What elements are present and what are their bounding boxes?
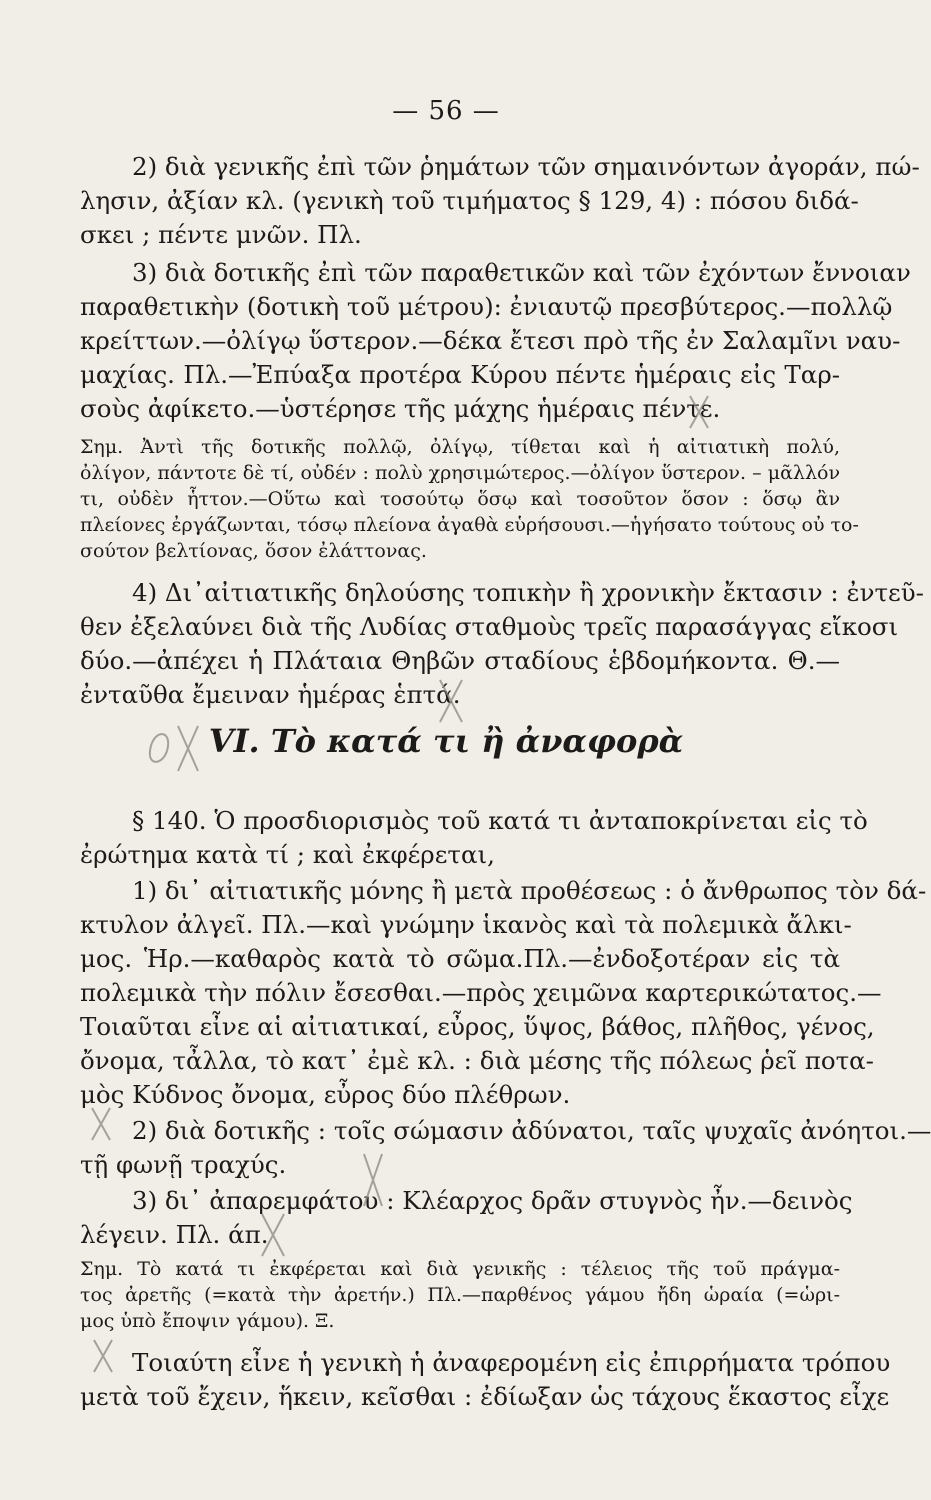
- text-line: τῇ φωνῇ τραχύς.: [80, 1150, 287, 1179]
- text-line: ἐρώτημα κατὰ τί ; καὶ ἐκφέρεται,: [80, 840, 495, 869]
- page-number: — 56 —: [392, 96, 500, 126]
- text-line: Τοιαῦται εἶνε αἱ αἰτιατικαί, εὖρος, ὕψος, βάθος, πλῆθος, γένος,: [80, 1012, 875, 1041]
- pencil-mark-icon: [90, 1336, 116, 1376]
- text-line: μος. Ἡρ.—καθαρὸς κατὰ τὸ σῶμα.Πλ.—ἐνδοξοτέραν εἰς τὰ: [80, 944, 840, 973]
- note-line: σούτον βελτίονας, ὅσον ἐλάττονας.: [80, 540, 427, 562]
- text-line: παραθετικὴν (δοτικὴ τοῦ μέτρου): ἐνιαυτῷ πρεσβύτερος.—πολλῷ: [80, 292, 893, 321]
- pencil-mark-icon: [88, 1104, 114, 1144]
- pencil-mark-icon: [686, 392, 712, 432]
- pencil-mark-icon: [140, 716, 210, 776]
- note-line: πλείονες ἐργάζωνται, τόσῳ πλείονα ἀγαθὰ εὑρήσουσι.—ἡγήσατο τούτους οὐ το-: [80, 514, 859, 536]
- text-line: 1) δι᾽ αἰτιατικῆς μόνης ἢ μετὰ προθέσεως : ὁ ἄνθρωπος τὸν δά-: [132, 876, 927, 905]
- text-line: πολεμικὰ τὴν πόλιν ἔσεσθαι.—πρὸς χειμῶνα καρτερικώτατος.—: [80, 978, 882, 1007]
- text-line: 2) διὰ δοτικῆς : τοῖς σώμασιν ἀδύνατοι, ταῖς ψυχαῖς ἀνόητοι.—: [132, 1116, 931, 1145]
- note-line: τος ἀρετῆς (=κατὰ τὴν ἀρετήν.) Πλ.—παρθένος γάμου ἤδη ὡραία (=ὡρι-: [80, 1284, 840, 1306]
- text-line: μὸς Κύδνος ὄνομα, εὖρος δύο πλέθρων.: [80, 1080, 571, 1109]
- text-line: μετὰ τοῦ ἔχειν, ἥκειν, κεῖσθαι : ἐδίωξαν ὡς τάχους ἕκαστος εἶχε: [80, 1382, 890, 1411]
- text-line: 3) διὰ δοτικῆς ἐπὶ τῶν παραθετικῶν καὶ τῶν ἐχόντων ἔννοιαν: [132, 258, 911, 287]
- text-line: θεν ἐξελαύνει διὰ τῆς Λυδίας σταθμοὺς τρεῖς παρασάγγας εἴκοσι: [80, 612, 899, 641]
- text-line: λησιν, ἀξίαν κλ. (γενικὴ τοῦ τιμήματος § 129, 4) : πόσου διδά-: [80, 186, 859, 215]
- note-line: Σημ. Ἀντὶ τῆς δοτικῆς πολλῷ, ὀλίγῳ, τίθεται καὶ ἡ αἰτιατικὴ πολύ,: [80, 436, 840, 458]
- text-line: κτυλον ἀλγεῖ. Πλ.—καὶ γνώμην ἱκανὸς καὶ τὰ πολεμικὰ ἄλκι-: [80, 910, 852, 939]
- text-line: κρείττων.—ὀλίγῳ ὕστερον.—δέκα ἔτεσι πρὸ τῆς ἐν Σαλαμῖνι ναυ-: [80, 326, 901, 355]
- text-line: σοὺς ἀφίκετο.—ὑστέρησε τῆς μάχης ἡμέραις πέντε.: [80, 394, 721, 423]
- note-line: τι, οὐδὲν ἧττον.—Οὕτω καὶ τοσούτῳ ὅσῳ καὶ τοσοῦτον ὅσον : ὅσῳ ἂν: [80, 488, 840, 510]
- text-line: Τοιαύτη εἶνε ἡ γενικὴ ἡ ἀναφερομένη εἰς ἐπιρρήματα τρόπου: [132, 1348, 891, 1377]
- text-line: 3) δι᾽ ἀπαρεμφάτου : Κλέαρχος δρᾶν στυγνὸς ἦν.—δεινὸς: [132, 1186, 853, 1215]
- note-line: μος ὑπὸ ἔποψιν γάμου). Ξ.: [80, 1310, 335, 1332]
- section-heading: VI. Τὸ κατά τι ἢ ἀναφορὰ: [208, 722, 684, 760]
- text-line: λέγειν. Πλ. άπ.: [80, 1220, 269, 1249]
- text-line: 4) Δι᾽αἰτιατικῆς δηλούσης τοπικὴν ἢ χρονικὴν ἔκτασιν : ἐντεῦ-: [132, 578, 924, 607]
- text-line: § 140. Ὁ προσδιορισμὸς τοῦ κατά τι ἀνταποκρίνεται εἰς τὸ: [132, 806, 868, 835]
- text-line: σκει ; πέντε μνῶν. Πλ.: [80, 220, 362, 249]
- text-line: 2) διὰ γενικῆς ἐπὶ τῶν ῥημάτων τῶν σημαινόντων ἀγοράν, πώ-: [132, 152, 920, 181]
- pencil-mark-icon: [436, 676, 466, 726]
- pencil-mark-icon: [360, 1150, 386, 1210]
- text-line: μαχίας. Πλ.—Ἐπύαξα προτέρα Κύρου πέντε ἡμέραις εἰς Ταρ-: [80, 360, 840, 389]
- text-line: δύο.—ἀπέχει ἡ Πλάταια Θηβῶν σταδίους ἑβδομήκοντα. Θ.—: [80, 646, 840, 675]
- note-line: Σημ. Τὸ κατά τι ἐκφέρεται καὶ διὰ γενικῆς : τέλειος τῆς τοῦ πράγμα-: [80, 1258, 840, 1280]
- text-line: ἐνταῦθα ἔμειναν ἡμέρας ἑπτά.: [80, 680, 461, 709]
- pencil-mark-icon: [258, 1210, 288, 1260]
- note-line: ὀλίγον, πάντοτε δὲ τί, οὐδέν : πολὺ χρησιμώτερος.—ὀλίγον ὕστερον. – μᾶλλόν: [80, 462, 840, 484]
- text-line: ὄνομα, τἆλλα, τὸ κατ᾽ ἐμὲ κλ. : διὰ μέσης τῆς πόλεως ῥεῖ ποτα-: [80, 1046, 874, 1075]
